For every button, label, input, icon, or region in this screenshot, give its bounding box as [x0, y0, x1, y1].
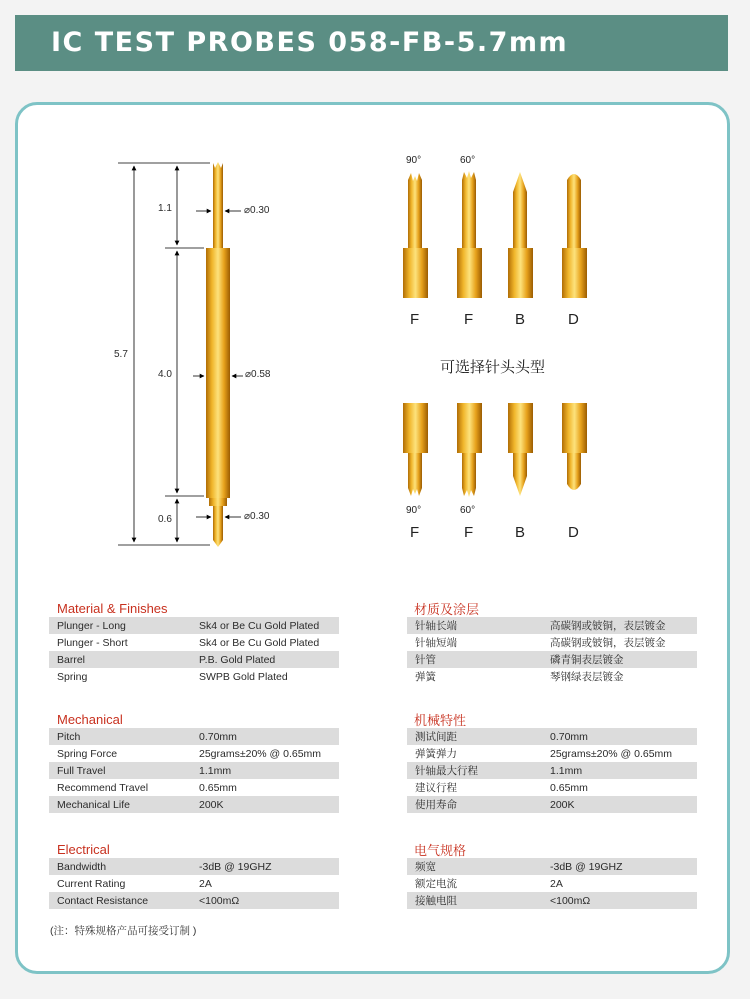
tip-b-top [508, 172, 533, 298]
section-title-material-cn: 材质及涂层 [414, 602, 480, 617]
table-row [407, 728, 697, 745]
table-row [407, 651, 697, 668]
spec-value: SWPB Gold Plated [199, 670, 288, 683]
table-row [49, 779, 339, 796]
spec-label: 接触电阻 [407, 892, 542, 909]
spec-label: 弹簧弹力 [415, 748, 457, 760]
spec-value: Sk4 or Be Cu Gold Plated [191, 617, 339, 634]
spec-value: -3dB @ 19GHZ [542, 858, 697, 875]
dim-total-length: 5.7 [114, 349, 128, 360]
section-title-mechanical-cn: 机械特性 [414, 713, 467, 728]
spec-value: Sk4 or Be Cu Gold Plated [199, 636, 320, 649]
tip-type-label: B [515, 524, 526, 541]
spec-label: 使用寿命 [407, 796, 542, 813]
spec-value: <100mΩ [191, 892, 339, 909]
spec-label: Full Travel [49, 762, 191, 779]
spec-value: 0.65mm [550, 781, 588, 794]
dim-dia-bottom: ⌀0.30 [244, 511, 270, 522]
spec-value: 25grams±20% @ 0.65mm [550, 747, 673, 760]
tip-type-label: B [515, 311, 526, 328]
spec-label: Plunger - Short [57, 636, 128, 649]
electrical-table-en [49, 858, 339, 909]
spec-value: P.B. Gold Plated [191, 651, 339, 668]
mechanical-table-en [49, 728, 339, 813]
spec-label: Current Rating [57, 877, 126, 890]
spec-value: 200K [191, 796, 339, 813]
spec-value: 0.70mm [191, 728, 339, 745]
table-row [49, 728, 339, 745]
tip-type-label: F [410, 311, 420, 328]
table-row [407, 668, 697, 685]
dim-barrel: 4.0 [158, 369, 172, 380]
angle-label: 90° [406, 505, 422, 516]
spec-label: 弹簧 [415, 671, 436, 683]
electrical-table-cn [407, 858, 697, 909]
dim-dia-top: ⌀0.30 [244, 205, 270, 216]
spec-value: 0.65mm [199, 781, 237, 794]
spec-value: 25grams±20% @ 0.65mm [199, 747, 322, 760]
spec-value: 1.1mm [542, 762, 697, 779]
spec-value: 200K [542, 796, 697, 813]
table-row [407, 762, 697, 779]
tip-f60-bottom [457, 403, 482, 497]
dim-dia-barrel: ⌀0.58 [245, 369, 271, 380]
dim-plunger-short: 0.6 [158, 514, 172, 525]
spec-label: 针轴长端 [407, 617, 542, 634]
spec-value: <100mΩ [542, 892, 697, 909]
spec-label: Mechanical Life [49, 796, 191, 813]
spec-value: 1.1mm [191, 762, 339, 779]
spec-value: 磷青铜表层镀金 [542, 651, 697, 668]
table-row [49, 875, 339, 892]
spec-label: 针轴短端 [415, 637, 457, 649]
spec-label: 针管 [407, 651, 542, 668]
table-row [407, 634, 697, 651]
tip-f90-bottom [403, 403, 428, 496]
spec-value: 0.70mm [542, 728, 697, 745]
spec-label: 测试间距 [407, 728, 542, 745]
table-row [49, 796, 339, 813]
spec-label: Pitch [49, 728, 191, 745]
table-row [407, 892, 697, 909]
table-row [49, 762, 339, 779]
spec-label: Spring Force [57, 747, 118, 760]
mechanical-table-cn [407, 728, 697, 813]
spec-label: 额定电流 [415, 878, 457, 890]
tip-options-caption: 可选择针头头型 [440, 359, 546, 376]
tip-d-top [562, 174, 587, 298]
probe-body [206, 162, 230, 547]
section-title-mechanical-en: Mechanical [57, 712, 123, 727]
spec-value: 高碳钢或铍铜，表层镀金 [542, 617, 697, 634]
material-table-en [49, 617, 339, 685]
table-row [407, 796, 697, 813]
material-table-cn [407, 617, 697, 685]
tip-type-label: F [410, 524, 420, 541]
footnote: (注：特殊规格产品可接受订制 ) [50, 925, 197, 937]
spec-value: 高碳钢或铍铜，表层镀金 [550, 637, 666, 649]
section-title-material-en: Material & Finishes [57, 601, 168, 616]
spec-label: Plunger - Long [49, 617, 191, 634]
angle-label: 60° [460, 155, 476, 166]
spec-value: 2A [550, 877, 563, 890]
table-row [49, 668, 339, 685]
tip-type-label: F [464, 311, 474, 328]
table-row [49, 858, 339, 875]
table-row [407, 745, 697, 762]
spec-label: Bandwidth [49, 858, 191, 875]
spec-value: 琴钢绿表层镀金 [550, 671, 624, 683]
table-row [407, 779, 697, 796]
tip-type-label: D [568, 311, 579, 328]
table-row [49, 651, 339, 668]
section-title-electrical-cn: 电气规格 [414, 843, 467, 858]
spec-label: Contact Resistance [49, 892, 191, 909]
spec-label: Recommend Travel [57, 781, 149, 794]
tip-f60-top [457, 171, 482, 298]
table-row [49, 617, 339, 634]
spec-label: 建议行程 [415, 782, 457, 794]
spec-label: Barrel [49, 651, 191, 668]
tip-b-bottom [508, 403, 533, 496]
section-title-electrical-en: Electrical [57, 842, 110, 857]
angle-label: 90° [406, 155, 422, 166]
spec-label: 频宽 [407, 858, 542, 875]
table-row [407, 617, 697, 634]
spec-label: 针轴最大行程 [407, 762, 542, 779]
tip-d-bottom [562, 403, 587, 490]
table-row [49, 745, 339, 762]
angle-label: 60° [460, 505, 476, 516]
tip-f90-top [403, 173, 428, 298]
dim-plunger-long: 1.1 [158, 203, 172, 214]
page-title: IC TEST PROBES 058-FB-5.7mm [51, 27, 569, 58]
table-row [49, 634, 339, 651]
spec-value: 2A [199, 877, 212, 890]
tip-type-label: F [464, 524, 474, 541]
tip-type-label: D [568, 524, 579, 541]
spec-label: Spring [57, 670, 88, 683]
table-row [407, 858, 697, 875]
spec-value: -3dB @ 19GHZ [191, 858, 339, 875]
table-row [407, 875, 697, 892]
table-row [49, 892, 339, 909]
